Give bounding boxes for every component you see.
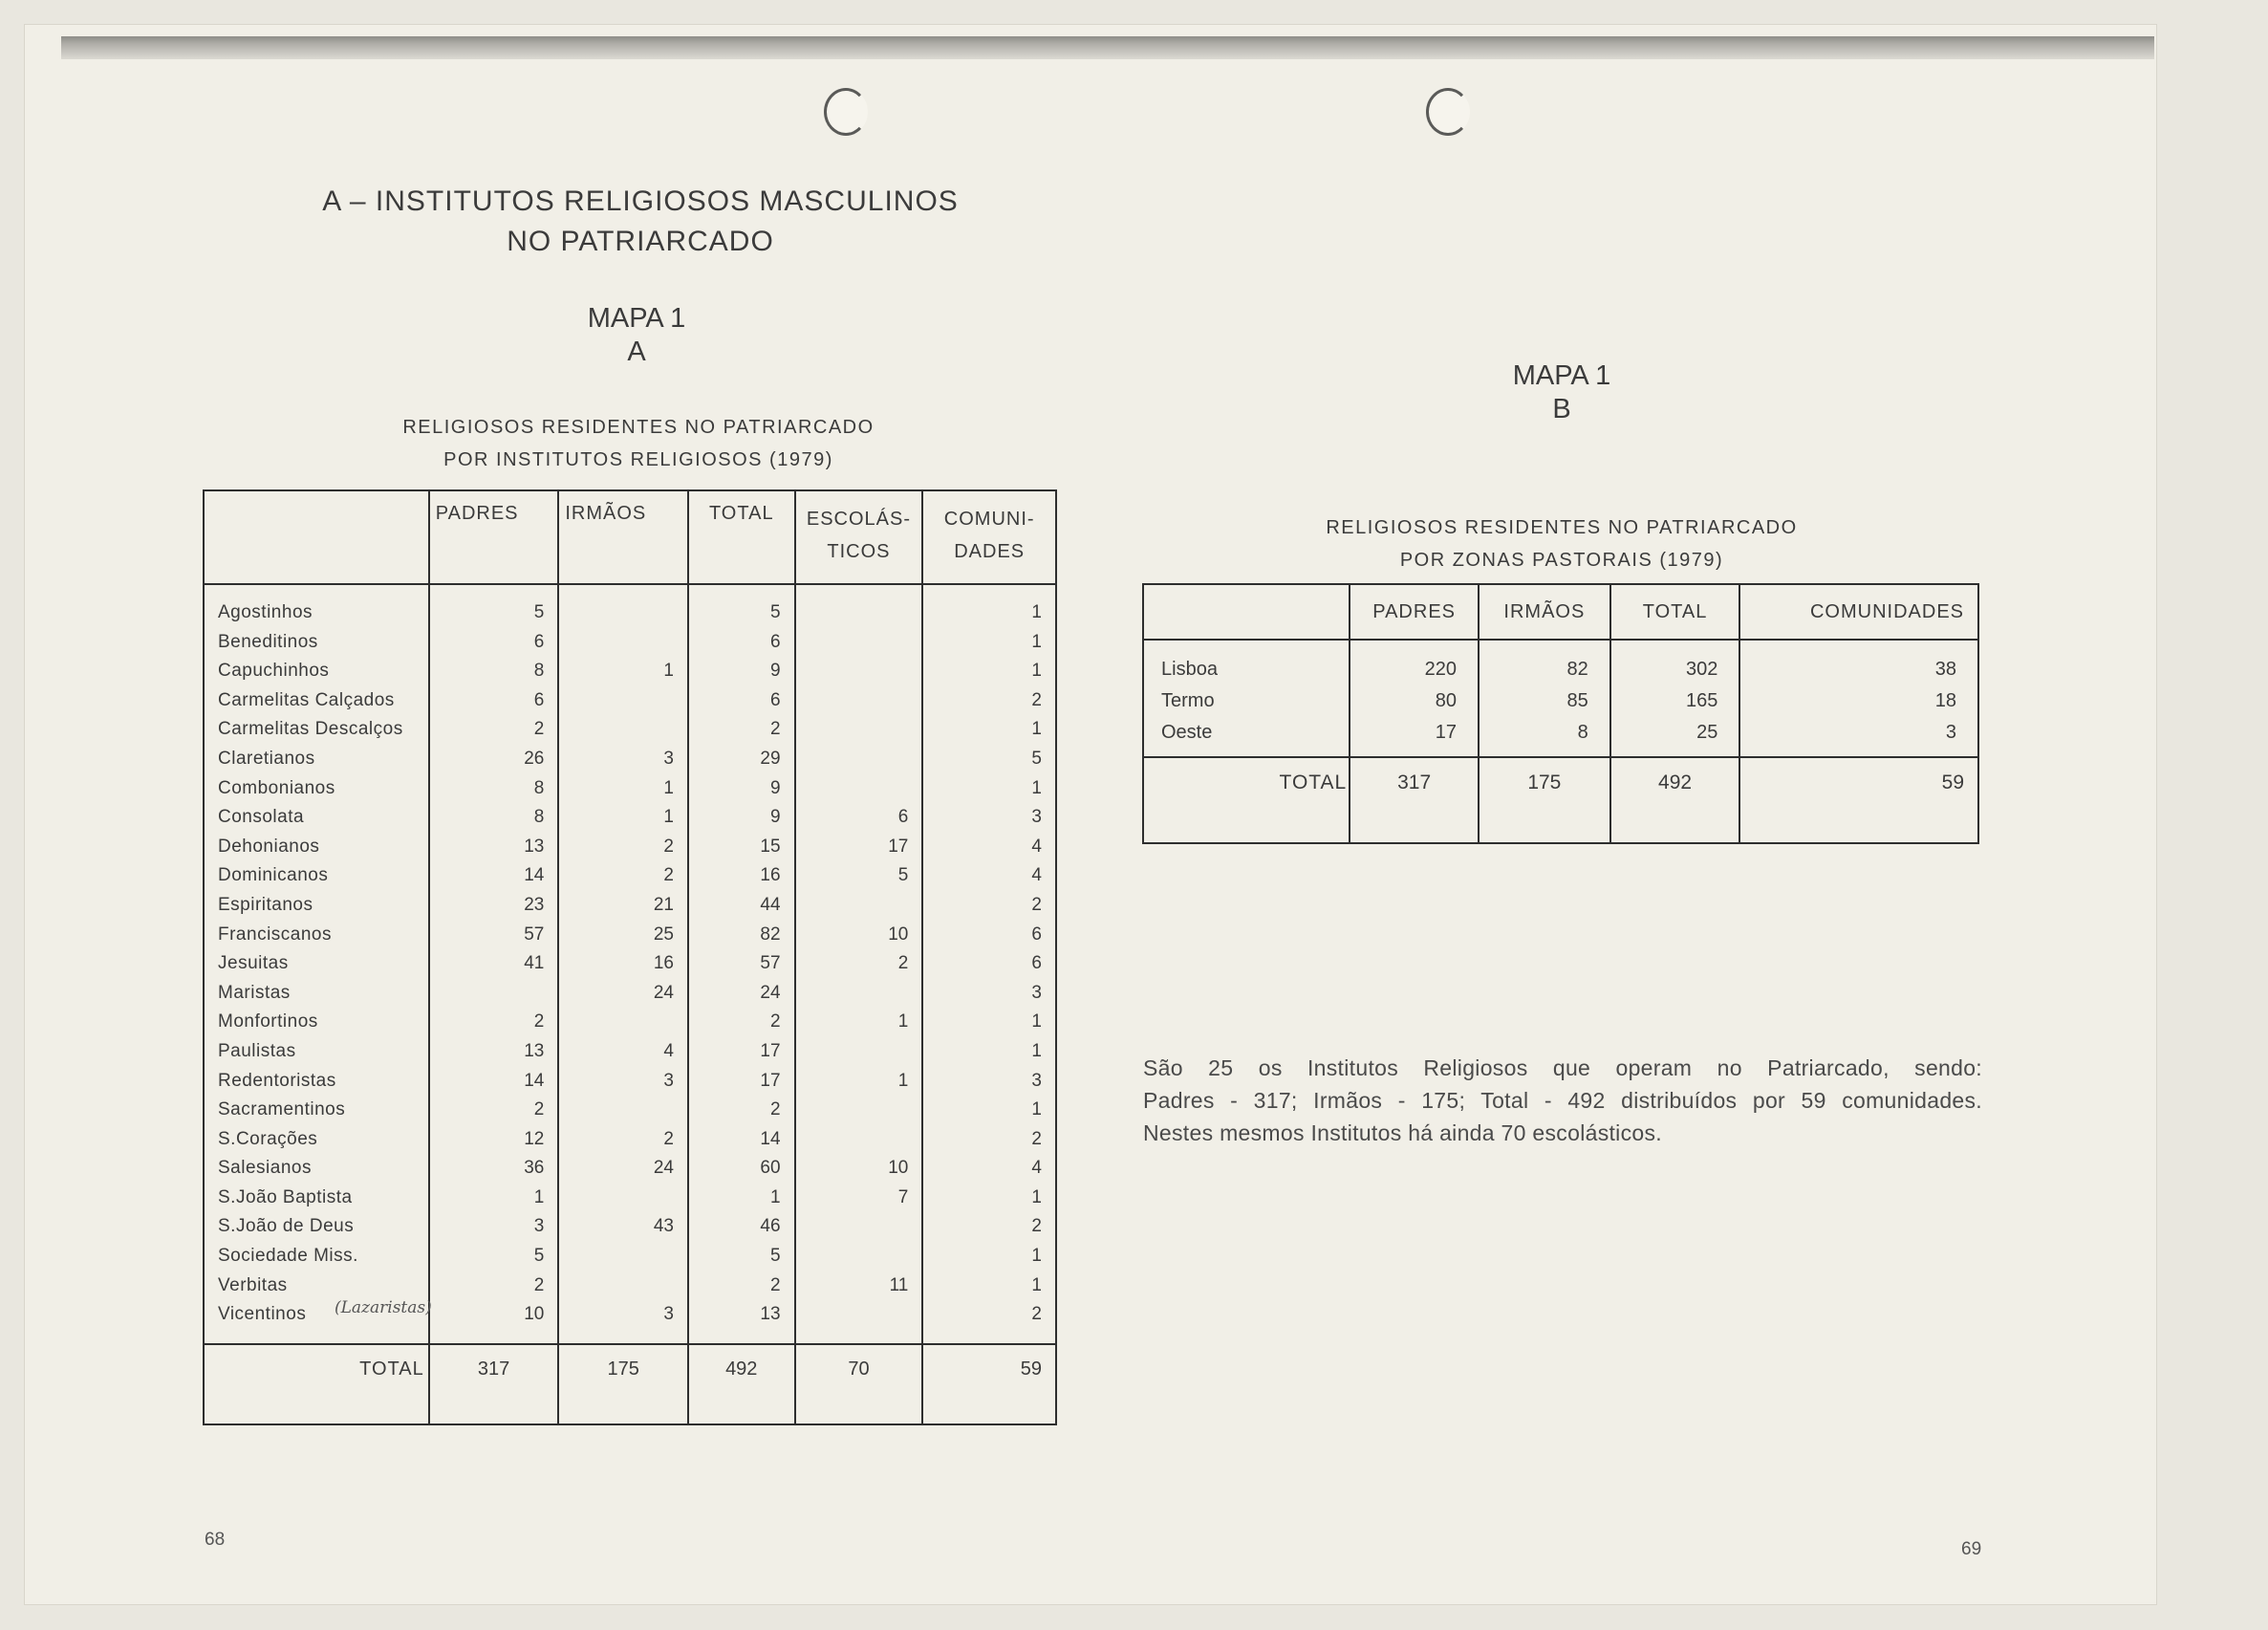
mapa-1a-table [203,489,1057,1425]
zone-names-column [1143,640,1350,757]
a-name-5: Claretianos [218,748,315,769]
summary-line2: Padres - 317; Irmãos - 175; Total - 492 distribuídos por 59 comunidades. [1143,1088,1982,1113]
a-name-12: Jesuitas [218,953,289,974]
b-total-0: 302 [1685,659,1718,680]
a-comunidades-17: 1 [1031,1099,1042,1120]
mapa-1a-heading [541,302,732,369]
header-comunidades: COMUNIDADES [1739,584,1978,640]
mapa-1a-subtitle-line1: RELIGIOSOS RESIDENTES NO PATRIARCADO [402,417,875,438]
total-column [1610,640,1740,757]
mapa-1a-line1: MAPA 1 [587,303,686,334]
a-total-14: 2 [769,1011,781,1032]
a-irmaos-8: 2 [663,836,674,857]
header-comunidades [922,490,1056,584]
header-total: TOTAL [688,490,795,584]
b-irmaos-2: 8 [1577,722,1588,743]
mapa-1b-line1: MAPA 1 [1512,360,1611,391]
a-irmaos-10: 21 [653,894,674,915]
a-padres-0: 5 [533,602,545,622]
total-label: TOTAL [1143,757,1350,843]
a-comunidades-9: 4 [1031,865,1042,886]
a-comunidades-21: 2 [1031,1216,1042,1237]
total-total: 492 [1610,757,1740,843]
a-escolasticos-7: 6 [897,807,909,828]
header-escolasticos [795,490,923,584]
mapa-1b-header-row [1143,584,1978,640]
a-total-10: 44 [760,894,781,915]
a-total-13: 24 [760,982,781,1003]
a-padres-22: 5 [533,1246,545,1267]
a-escolasticos-18 [796,1125,922,1155]
a-escolasticos-22 [796,1242,922,1271]
a-name-20: S.João Baptista [218,1186,353,1207]
a-name-1: Beneditinos [218,631,318,652]
b-total-1: 165 [1685,690,1718,711]
a-escolasticos-4 [796,715,922,745]
punch-hole-right [1426,88,1470,136]
header-total: TOTAL [1610,584,1740,640]
total-label: TOTAL [204,1344,429,1424]
page-top-edge [61,36,2154,59]
a-name-3: Carmelitas Calçados [218,689,395,710]
a-name-7: Consolata [218,807,305,828]
total-padres: 317 [429,1344,559,1424]
a-padres-10: 23 [524,894,545,915]
a-name-10: Espiritanos [218,894,313,915]
a-padres-20: 1 [533,1186,545,1207]
a-irmaos-16: 3 [663,1070,674,1091]
a-name-9: Dominicanos [218,865,329,886]
a-escolasticos-21 [796,1212,922,1242]
b-name-0: Lisboa [1161,659,1218,680]
a-total-23: 2 [769,1274,781,1295]
a-escolasticos-3 [796,686,922,716]
a-comunidades-14: 1 [1031,1011,1042,1032]
a-total-11: 82 [760,924,781,945]
a-padres-1: 6 [533,631,545,652]
mapa-1b-subtitle-line2: POR ZONAS PASTORAIS (1979) [1399,550,1724,571]
a-name-23: Verbitas [218,1274,288,1295]
total-padres: 317 [1350,757,1479,843]
a-total-6: 9 [769,777,781,798]
a-name-15: Paulistas [218,1040,296,1061]
mapa-1a-body [204,584,1056,1344]
a-escolasticos-6 [796,774,922,804]
a-irmaos-14 [559,1008,687,1037]
a-padres-18: 12 [524,1128,545,1149]
mapa-1a-subtitle [352,411,925,476]
a-padres-16: 14 [524,1070,545,1091]
total-escolasticos: 70 [795,1344,923,1424]
mapa-1b-total-row [1143,757,1978,843]
a-comunidades-16: 3 [1031,1070,1042,1091]
mapa-1b-table [1142,583,1979,844]
a-comunidades-7: 3 [1031,807,1042,828]
a-padres-5: 26 [524,748,545,769]
a-total-20: 1 [769,1186,781,1207]
a-name-2: Capuchinhos [218,661,330,682]
left-title [306,182,975,262]
a-comunidades-12: 6 [1031,953,1042,974]
header-irmaos: IRMÃOS [558,490,688,584]
padres-column [429,584,559,1344]
a-padres-15: 13 [524,1040,545,1061]
a-total-18: 14 [760,1128,781,1149]
a-total-19: 60 [760,1158,781,1179]
a-escolasticos-10 [796,891,922,921]
mapa-1a-subtitle-line2: POR INSTITUTOS RELIGIOSOS (1979) [443,449,833,470]
a-escolasticos-17 [796,1096,922,1125]
a-irmaos-1 [559,628,687,658]
a-total-16: 17 [760,1070,781,1091]
b-total-2: 25 [1696,722,1718,743]
b-padres-0: 220 [1424,659,1457,680]
a-escolasticos-11: 10 [888,924,909,945]
a-comunidades-15: 1 [1031,1040,1042,1061]
a-escolasticos-20: 7 [897,1186,909,1207]
a-name-21: S.João de Deus [218,1216,355,1237]
a-comunidades-0: 1 [1031,602,1042,622]
header-comunidades-line1: COMUNI- [943,509,1035,530]
total-total: 492 [688,1344,795,1424]
mapa-1b-heading [1466,359,1657,426]
mapa-1a-line2: A [627,337,646,367]
a-irmaos-17 [559,1096,687,1125]
mapa-1b-body [1143,640,1978,757]
a-comunidades-24: 2 [1031,1304,1042,1325]
a-name-4: Carmelitas Descalços [218,719,403,740]
mapa-1b-subtitle [1275,511,1848,576]
b-comunidades-2: 3 [1945,722,1956,743]
punch-hole-left [824,88,868,136]
a-padres-9: 14 [524,865,545,886]
a-comunidades-23: 1 [1031,1274,1042,1295]
a-escolasticos-15 [796,1037,922,1067]
a-irmaos-12: 16 [653,953,674,974]
b-padres-2: 17 [1435,722,1457,743]
a-escolasticos-16: 1 [897,1070,909,1091]
a-name-13: Maristas [218,982,291,1003]
a-irmaos-11: 25 [653,924,674,945]
a-irmaos-0 [559,598,687,628]
a-name-19: Salesianos [218,1158,312,1179]
a-escolasticos-9: 5 [897,865,909,886]
a-comunidades-19: 4 [1031,1158,1042,1179]
a-total-1: 6 [769,631,781,652]
a-comunidades-18: 2 [1031,1128,1042,1149]
header-blank [204,490,429,584]
left-title-line2: NO PATRIARCADO [507,226,774,257]
summary-line3: Nestes mesmos Institutos há ainda 70 escolásticos. [1143,1120,1662,1145]
a-escolasticos-1 [796,628,922,658]
b-irmaos-1: 85 [1566,690,1588,711]
a-padres-2: 8 [533,661,545,682]
mapa-1a-total-row [204,1344,1056,1424]
a-name-14: Monfortinos [218,1011,318,1032]
a-escolasticos-19: 10 [888,1158,909,1179]
a-escolasticos-13 [796,979,922,1009]
a-padres-24: 10 [524,1304,545,1325]
b-comunidades-0: 38 [1934,659,1956,680]
a-escolasticos-12: 2 [897,953,909,974]
a-escolasticos-8: 17 [888,836,909,857]
page-number-left: 68 [205,1530,226,1550]
a-comunidades-8: 4 [1031,836,1042,857]
a-irmaos-21: 43 [653,1216,674,1237]
a-irmaos-20 [559,1184,687,1213]
total-irmaos: 175 [558,1344,688,1424]
mapa-1a-header-row [204,490,1056,584]
a-total-9: 16 [760,865,781,886]
a-irmaos-2: 1 [663,661,674,682]
a-total-5: 29 [760,748,781,769]
a-name-6: Combonianos [218,777,335,798]
a-padres-13 [430,979,558,1009]
summary-paragraph [1143,1052,1982,1149]
a-name-17: Sacramentinos [218,1099,346,1120]
a-comunidades-2: 1 [1031,661,1042,682]
header-blank [1143,584,1350,640]
a-padres-11: 57 [524,924,545,945]
mapa-1b-line2: B [1552,394,1571,424]
a-name-0: Agostinhos [218,602,313,622]
a-comunidades-13: 3 [1031,982,1042,1003]
a-irmaos-6: 1 [663,777,674,798]
comunidades-column [922,584,1056,1344]
header-comunidades-line2: DADES [954,541,1026,562]
summary-line1: São 25 os Institutos Religiosos que operam no Patriarcado, sendo: [1143,1055,1982,1080]
a-padres-8: 13 [524,836,545,857]
a-comunidades-22: 1 [1031,1246,1042,1267]
a-comunidades-4: 1 [1031,719,1042,740]
a-total-24: 13 [760,1304,781,1325]
a-comunidades-1: 1 [1031,631,1042,652]
a-irmaos-4 [559,715,687,745]
a-padres-17: 2 [533,1099,545,1120]
a-escolasticos-2 [796,657,922,686]
a-irmaos-3 [559,686,687,716]
a-name-16: Redentoristas [218,1070,336,1091]
header-irmaos: IRMÃOS [1479,584,1610,640]
a-irmaos-22 [559,1242,687,1271]
a-padres-12: 41 [524,953,545,974]
mapa-1b-subtitle-line1: RELIGIOSOS RESIDENTES NO PATRIARCADO [1326,517,1798,538]
a-escolasticos-14: 1 [897,1011,909,1032]
a-padres-19: 36 [524,1158,545,1179]
padres-column [1350,640,1479,757]
institute-names-column [204,584,429,1344]
a-total-15: 17 [760,1040,781,1061]
a-name-18: S.Corações [218,1128,318,1149]
left-title-line1: A – INSTITUTOS RELIGIOSOS MASCULINOS [322,185,959,217]
a-name-8: Dehonianos [218,836,320,857]
a-comunidades-11: 6 [1031,924,1042,945]
a-comunidades-20: 1 [1031,1186,1042,1207]
a-padres-21: 3 [533,1216,545,1237]
a-total-8: 15 [760,836,781,857]
header-padres: PADRES [429,490,559,584]
a-total-12: 57 [760,953,781,974]
total-irmaos: 175 [1479,757,1610,843]
a-padres-3: 6 [533,689,545,710]
a-irmaos-23 [559,1271,687,1301]
a-padres-6: 8 [533,777,545,798]
a-name-22: Sociedade Miss. [218,1246,358,1267]
a-total-0: 5 [769,602,781,622]
a-total-4: 2 [769,719,781,740]
irmaos-column [558,584,688,1344]
a-comunidades-10: 2 [1031,894,1042,915]
a-escolasticos-5 [796,745,922,774]
b-padres-1: 80 [1435,690,1457,711]
a-total-22: 5 [769,1246,781,1267]
page-number-right: 69 [1961,1539,1982,1559]
a-comunidades-5: 5 [1031,748,1042,769]
header-escolasticos-line1: ESCOLÁS- [806,509,912,530]
a-comunidades-3: 2 [1031,689,1042,710]
b-name-1: Termo [1161,690,1215,711]
header-padres: PADRES [1350,584,1479,640]
comunidades-column [1739,640,1978,757]
a-irmaos-15: 4 [663,1040,674,1061]
a-padres-23: 2 [533,1274,545,1295]
a-name-11: Franciscanos [218,924,332,945]
a-padres-7: 8 [533,807,545,828]
a-irmaos-7: 1 [663,807,674,828]
a-padres-14: 2 [533,1011,545,1032]
a-irmaos-18: 2 [663,1128,674,1149]
header-escolasticos-line2: TICOS [827,541,891,562]
a-total-17: 2 [769,1099,781,1120]
a-total-21: 46 [760,1216,781,1237]
a-escolasticos-23: 11 [889,1274,909,1295]
a-padres-4: 2 [533,719,545,740]
a-irmaos-19: 24 [653,1158,674,1179]
a-total-7: 9 [769,807,781,828]
handwritten-note: (Lazaristas) [335,1298,432,1317]
total-comunidades: 59 [922,1344,1056,1424]
a-irmaos-9: 2 [663,865,674,886]
irmaos-column [1479,640,1610,757]
a-irmaos-5: 3 [663,748,674,769]
total-column [688,584,795,1344]
a-escolasticos-24 [796,1300,922,1330]
a-name-24: Vicentinos [218,1304,307,1325]
b-irmaos-0: 82 [1566,659,1588,680]
a-irmaos-24: 3 [663,1304,674,1325]
b-name-2: Oeste [1161,722,1213,743]
a-comunidades-6: 1 [1031,777,1042,798]
a-total-3: 6 [769,689,781,710]
b-comunidades-1: 18 [1934,690,1956,711]
a-total-2: 9 [769,661,781,682]
escolasticos-column [795,584,923,1344]
total-comunidades: 59 [1739,757,1978,843]
a-escolasticos-0 [796,598,922,628]
a-irmaos-13: 24 [653,982,674,1003]
